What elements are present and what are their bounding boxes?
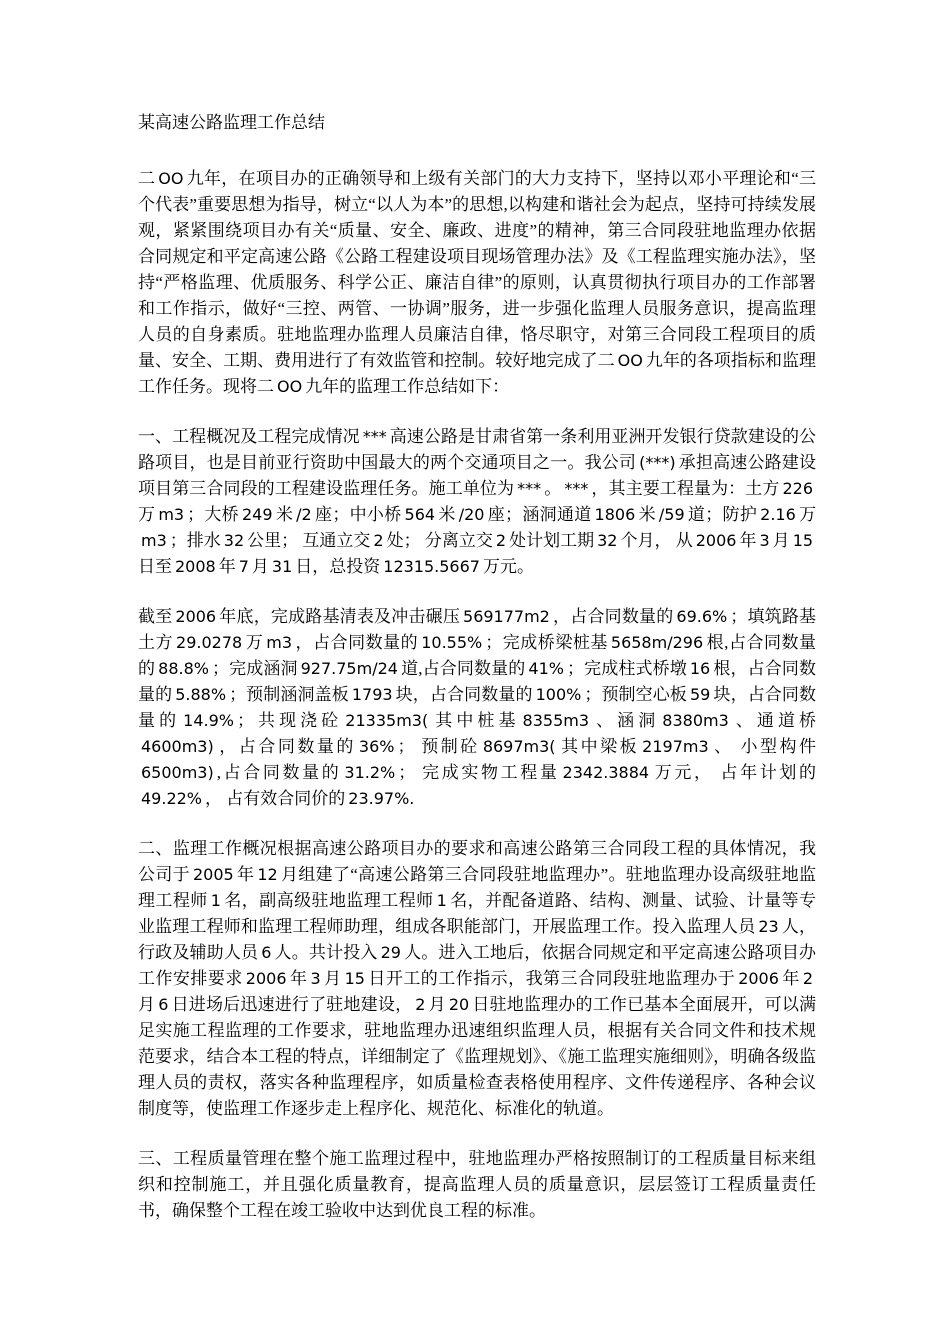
document-title: 某高速公路监理工作总结	[138, 113, 325, 132]
paragraph: 截至 2006 年底，完成路基清表及冲击碾压 569177m2 ，占合同数量的 69.6% ；填筑路基土方 29.0278 万 m3 ，占合同数量的 10.55% ；完成桥梁桩基 5658m/296 根,占合同数量的 88.8% ；完成涵洞 927.75m/24 道,占合同数量的 41% ；完成柱式桥墩 16 根，占合同数量的 5.88% ；预制涵洞盖板 1793 块，占合同数量的 100% ；预制空心板 59 块，占合同数量的 14.9% ；共现浇砼 21335m3( 其中桩基 8355m3 、涵洞 8380m3 、通道桥4600m3) ，占合同数量的 36% ； 预制砼 8697m3( 其中梁板 2197m3 、 小型构件6500m3) ,占合同数量的 31.2% ； 完成实物工程量 2342.3884 万元， 占年计划的49.22% ， 占有效合同价的 23.97%.	[138, 607, 817, 808]
paragraph: 二、监理工作概况根据高速公路项目办的要求和高速公路第三合同段工程的具体情况，我公司于 2005 年 12 月组建了“高速公路第三合同段驻地监理办”。驻地监理办设高级驻地监理工程师 1 名，副高级驻地监理工程师 1 名，并配备道路、结构、测量、试验、计量等专业监理工程师和监理工程师助理，组成各职能部门，开展监理工作。投入监理人员 23 人，行政及辅助人员 6 人。共计投入 29 人。进入工地后，依据合同规定和平定高速公路项目办工作安排要求 2006 年 3 月 15 日开工的工作指示，我第三合同段驻地监理办于 2006 年 2月 6 日进场后迅速进行了驻地建设， 2 月 20 日驻地监理办的工作已基本全面展开，可以满足实施工程监理的工作要求，驻地监理办迅速组织监理人员，根据有关合同文件和技术规范要求，结合本工程的特点，详细制定了《监理规划》、《施工监理实施细则》，明确各级监理人员的责权，落实各种监理程序，如质量检查表格使用程序、文件传递程序、各种会议制度等，使监理工作逐步走上程序化、规范化、标准化的轨道。	[138, 839, 817, 1118]
paragraph: 二 OO 九年，在项目办的正确领导和上级有关部门的大力支持下，坚持以邓小平理论和“三个代表”重要思想为指导，树立“以人为本”的思想,以构建和谐社会为起点，坚持可持续发展观，紧紧围绕项目办有关“质量、安全、廉政、进度”的精神，第三合同段驻地监理办依据合同规定和平定高速公路《公路工程建设项目现场管理办法》及《工程监理实施办法》，坚持“严格监理、优质服务、科学公正、廉洁自律”的原则，认真贯彻执行项目办的工作部署和工作指示，做好“三控、两管、一协调”服务，进一步强化监理人员服务意识，提高监理人员的自身素质。驻地监理办监理人员廉洁自律，恪尽职守，对第三合同段工程项目的质量、安全、工期、费用进行了有效监管和控制。较好地完成了二 OO 九年的各项指标和监理工作任务。现将二 OO 九年的监理工作总结如下：	[138, 169, 817, 396]
paragraph: 一、工程概况及工程完成情况 *** 高速公路是甘肃省第一条利用亚洲开发银行贷款建设的公路项目，也是目前亚行资助中国最大的两个交通项目之一。我公司 (***) 承担高速公路建设项目第三合同段的工程建设监理任务。施工单位为 *** 。 *** ，其主要工程量为：土方 226万 m3 ；大桥 249 米 /2 座；中小桥 564 米 /20 座；涵洞通道 1806 米 /59 道；防护 2.16 万m3 ；排水 32 公里； 互通立交 2 处； 分离立交 2 处计划工期 32 个月， 从 2006 年 3 月 15日至 2008 年 7 月 31 日，总投资 12315.5667 万元。	[138, 427, 817, 576]
paragraph: 三、工程质量管理在整个施工监理过程中，驻地监理办严格按照制订的工程质量目标来组织和控制施工，并且强化质量教育，提高监理人员的质量意识，层层签订工程质量责任书，确保整个工程在竣工验收中达到优良工程的标准。	[138, 1149, 816, 1220]
